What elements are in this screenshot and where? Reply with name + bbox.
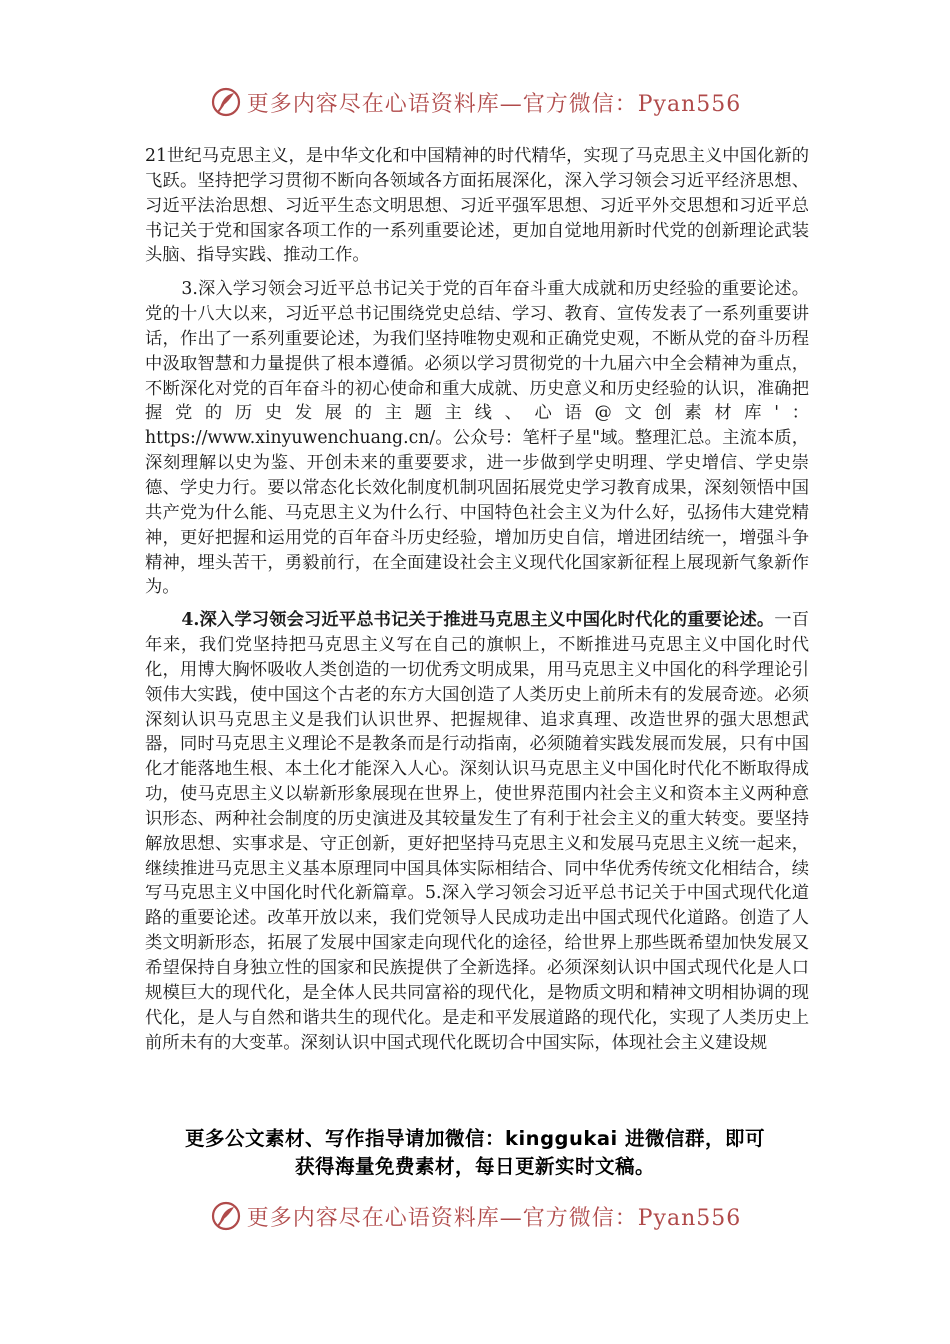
paragraph-1: 21世纪马克思主义，是中华文化和中国精神的时代精华，实现了马克思主义中国化新的飞跃。坚持把学习贯彻不断向各领域各方面拓展深化，深入学习领会习近平经济思想、习近平法治思想、习近平生态文明思想、习近平强军思想、习近平外交思想和习近平总书记关于党和国家各项工作的一系列重要论述，更加自觉地用新时代党的创新理论武装头脑、指导实践、推动工作。 [145,146,809,266]
banner-text: 更多内容尽在心语资料库—官方微信：Pyan556 [246,91,742,117]
header-banner [0,82,950,122]
footer-line-1: 更多公文素材、写作指导请加微信：kinggukai 进微信群，即可 [185,1127,765,1150]
footer-line-2: 获得海量免费素材，每日更新实时文稿。 [294,1155,655,1178]
banner-text: 更多内容尽在心语资料库—官方微信：Pyan556 [246,1205,742,1231]
paragraph-3-body: 一百年来，我们党坚持把马克思主义写在自己的旗帜上，不断推进马克思主义中国化时代化，用博大胸怀吸收人类创造的一切优秀文明成果，用马克思主义中国化的科学理论引领伟大实践，使中国这个古老的东方大国创造了人类历史上前所未有的发展奇迹。必须深刻认识马克思主义是我们认识世界、把握规律、追求真理、改造世界的强大思想武器，同时马克思主义理论不是教条而是行动指南，必须随着实践发展而发展，只有中国化才能落地生根、本土化才能深入人心。深刻认识马克思主义中国化时代化不断取得成功，使马克思主义以崭新形象展现在世界上，使世界范围内社会主义和资本主义两种意识形态、两种社会制度的历史演进及其较量发生了有利于社会主义的重大转变。要坚持解放思想、实事求是、守正创新，更好把坚持马克思主义和发展马克思主义统一起来，继续推进马克思主义基本原理同中国具体实际相结合、同中华优秀传统文化相结合，续写马克思主义中国化时代化新篇章。5.深入学习领会习近平总书记关于中国式现代化道路的重要论述。改革开放以来，我们党领导人民成功走出中国式现代化道路。创造了人类文明新形态，拓展了发展中国家走向现代化的途径，给世界上那些既希望加快发展又希望保持自身独立性的国家和民族提供了全新选择。必须深刻认识中国式现代化是人口规模巨大的现代化，是全体人民共同富裕的现代化，是物质文明和精神文明相协调的现代化，是人与自然和谐共生的现代化。是走和平发展道路的现代化，实现了人类历史上前所未有的大变革。深刻认识中国式现代化既切合中国实际，体现社会主义建设规 [145,610,809,1053]
document-body [145,144,809,1055]
paragraph-3 [145,608,809,1055]
paragraph-2: 3.深入学习领会习近平总书记关于党的百年奋斗重大成就和历史经验的重要论述。党的十八大以来，习近平总书记围绕党史总结、学习、教育、宣传发表了一系列重要讲话，作出了一系列重要论述，为我们坚持唯物史观和正确党史观，不断从党的奋斗历程中汲取智慧和力量提供了根本遵循。必须以学习贯彻党的十九届六中全会精神为重点，不断深化对党的百年奋斗的初心使命和重大成就、历史意义和历史经验的认识，准确把握党的历史发展的主题主线、心语@文创素材库'：https://www.xinyuwenchuang.cn/。公众号：笔杆子星"域。整理汇总。主流本质，深刻理解以史为鉴、开创未来的重要要求，进一步做到学史明理、学史增信、学史崇德、学史力行。要以常态化长效化制度机制巩固拓展党史学习教育成果，深刻领悟中国共产党为什么能、马克思主义为什么行、中国特色社会主义为什么好，弘扬伟大建党精神，更好把握和运用党的百年奋斗历史经验，增加历史自信，增进团结统一，增强斗争精神，埋头苦干，勇毅前行，在全面建设社会主义现代化国家新征程上展现新气象新作为。 [145,279,809,598]
logo-icon [209,1199,243,1233]
logo-icon [209,85,243,119]
footer-banner [0,1196,950,1236]
paragraph-3-heading: 4.深入学习领会习近平总书记关于推进马克思主义中国化时代化的重要论述。 [181,610,775,631]
footer-call-to-action [140,1125,810,1181]
